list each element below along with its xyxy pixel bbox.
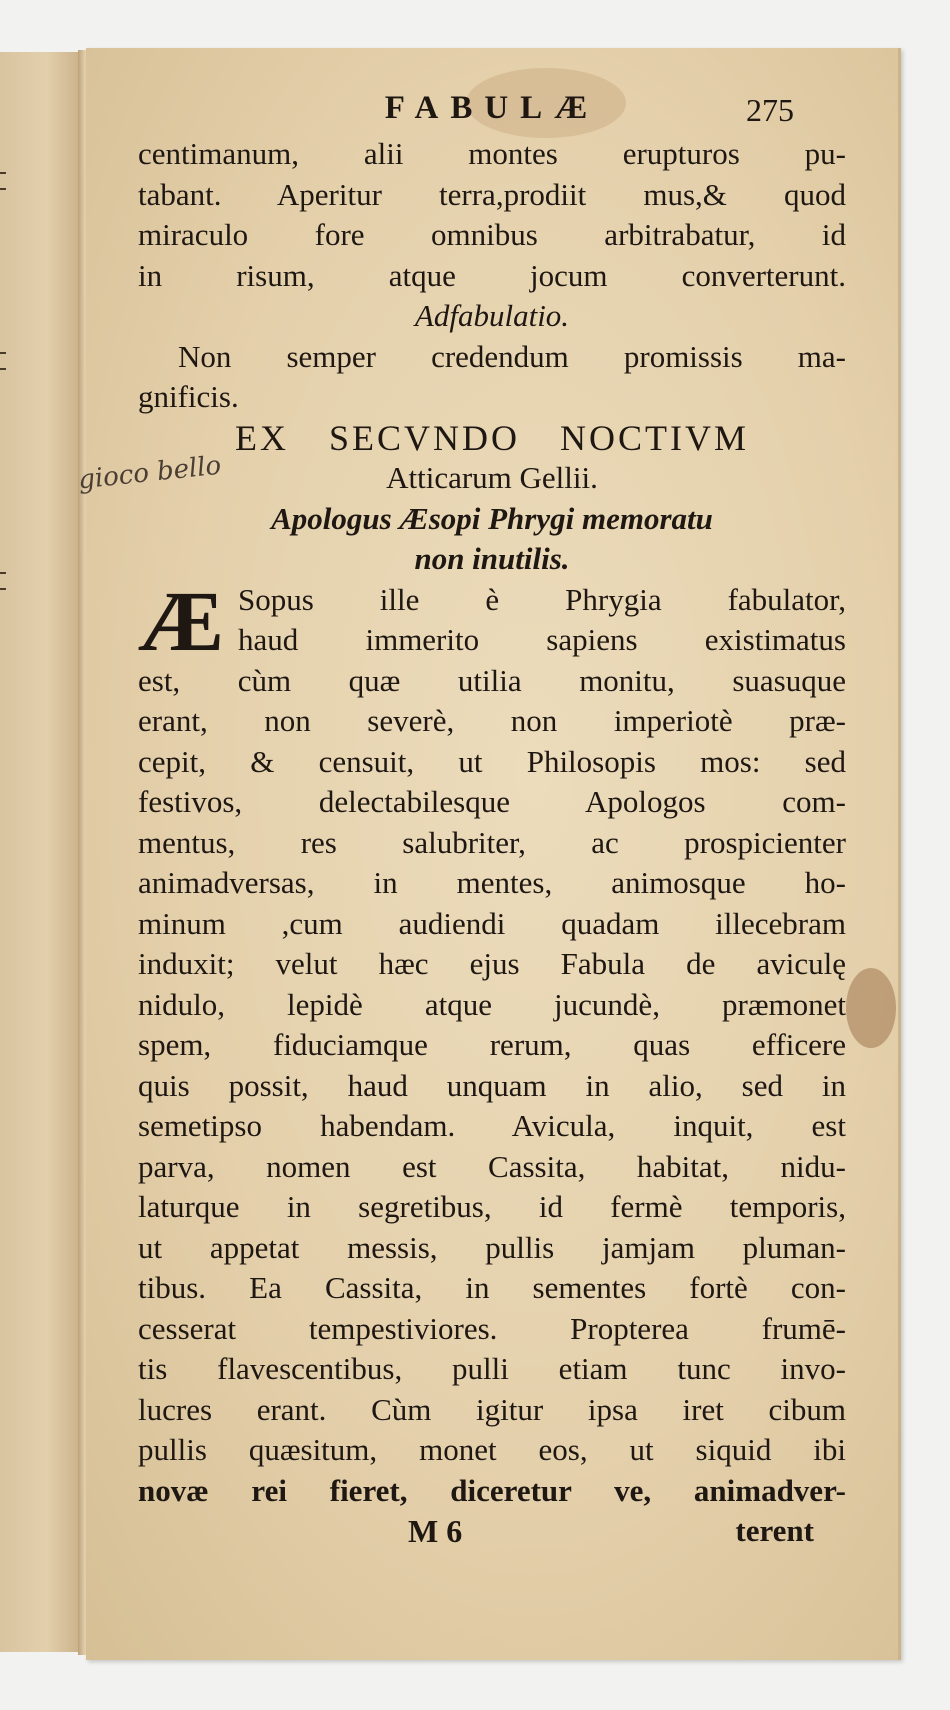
moral-title: Adfabulatio. [414, 298, 570, 333]
text-line: cepit, & censuit, ut Philosopis mos: sed [138, 743, 846, 779]
text-line: Sopus ille è Phrygia fabulator, [238, 581, 846, 617]
text-line: nidulo, lepidè atque jucundè, præmonet [138, 986, 846, 1022]
page-text [76, 90, 846, 1557]
text-line: pullis quæsitum, monet eos, ut siquid ibi [138, 1432, 846, 1467]
text-line: semetipso habendam. Avicula, inquit, est [138, 1108, 846, 1143]
text-line: lucres erant. Cùm igitur ipsa iret cibum [138, 1391, 846, 1427]
text-line: novæ rei fieret, diceretur ve, animadver- [138, 1472, 846, 1508]
running-head: FABULÆ [384, 90, 600, 126]
book-gutter [78, 50, 86, 1655]
section-subtitle: Atticarum Gellii. [386, 460, 598, 495]
signature-mark: M 6 [408, 1513, 463, 1549]
text-line: tis flavescentibus, pulli etiam tunc invo- [138, 1351, 846, 1386]
text-line: laturque in segretibus, id fermè temporis, [138, 1189, 846, 1224]
text-line: centimanum, alii montes erupturos pu- [138, 136, 846, 171]
facing-page-text-fragment [0, 572, 6, 590]
text-line: tibus. Ea Cassita, in sementes fortè con- [138, 1270, 846, 1305]
opening-paragraph [138, 572, 846, 669]
text-line: minum ,cum audiendi quadam illecebram [138, 905, 846, 941]
text-line: cesserat tempestiviores. Propterea frumē- [138, 1310, 846, 1346]
text-line: gnificis. [138, 379, 239, 414]
page-header [138, 90, 846, 134]
text-line: miraculo fore omnibus arbitrabatur, id [138, 217, 846, 252]
page-number: 275 [746, 92, 794, 128]
text-line: spem, fiduciamque rerum, quas efficere [138, 1027, 846, 1062]
apologus-title: Apologus Æsopi Phrygi memoratu [271, 500, 713, 536]
text-line: festivos, delectabilesque Apologos com- [138, 784, 846, 819]
text-line: est, cùm quæ utilia monitu, suasuque [138, 662, 846, 698]
facing-page-text-fragment [0, 352, 6, 370]
handwritten-annotation: gioco bello [76, 450, 223, 496]
text-line: tabant. Aperitur terra,prodiit mus,& quod [138, 176, 846, 212]
text-line: mentus, res salubriter, ac prospicienter [138, 824, 846, 860]
facing-page-edge [0, 52, 80, 1652]
catchword: terent [735, 1513, 814, 1548]
text-line: haud immerito sapiens existimatus [238, 622, 846, 657]
facing-page-text-fragment [0, 172, 6, 190]
text-line: ut appetat messis, pullis jamjam pluman- [138, 1229, 846, 1265]
paper-stain [846, 968, 896, 1048]
text-line: animadversas, in mentes, animosque ho- [138, 865, 846, 900]
text-line: parva, nomen est Cassita, habitat, nidu- [138, 1148, 846, 1184]
section-title: EX SECVNDO NOCTIVM [235, 417, 749, 458]
subtitle-row [76, 450, 846, 499]
book-page [76, 48, 901, 1660]
apologus-title: non inutilis. [414, 541, 570, 576]
text-line: in risum, atque jocum converterunt. [138, 257, 846, 293]
page-footer [138, 1513, 846, 1557]
drop-cap: Æ [138, 572, 224, 669]
text-line: quis possit, haud unquam in alio, sed in [138, 1067, 846, 1103]
text-line: induxit; velut hæc ejus Fabula de aviculę [138, 946, 846, 981]
text-line: erant, non severè, non imperiotè præ- [138, 703, 846, 738]
text-line: Non semper credendum promissis ma- [178, 338, 846, 374]
